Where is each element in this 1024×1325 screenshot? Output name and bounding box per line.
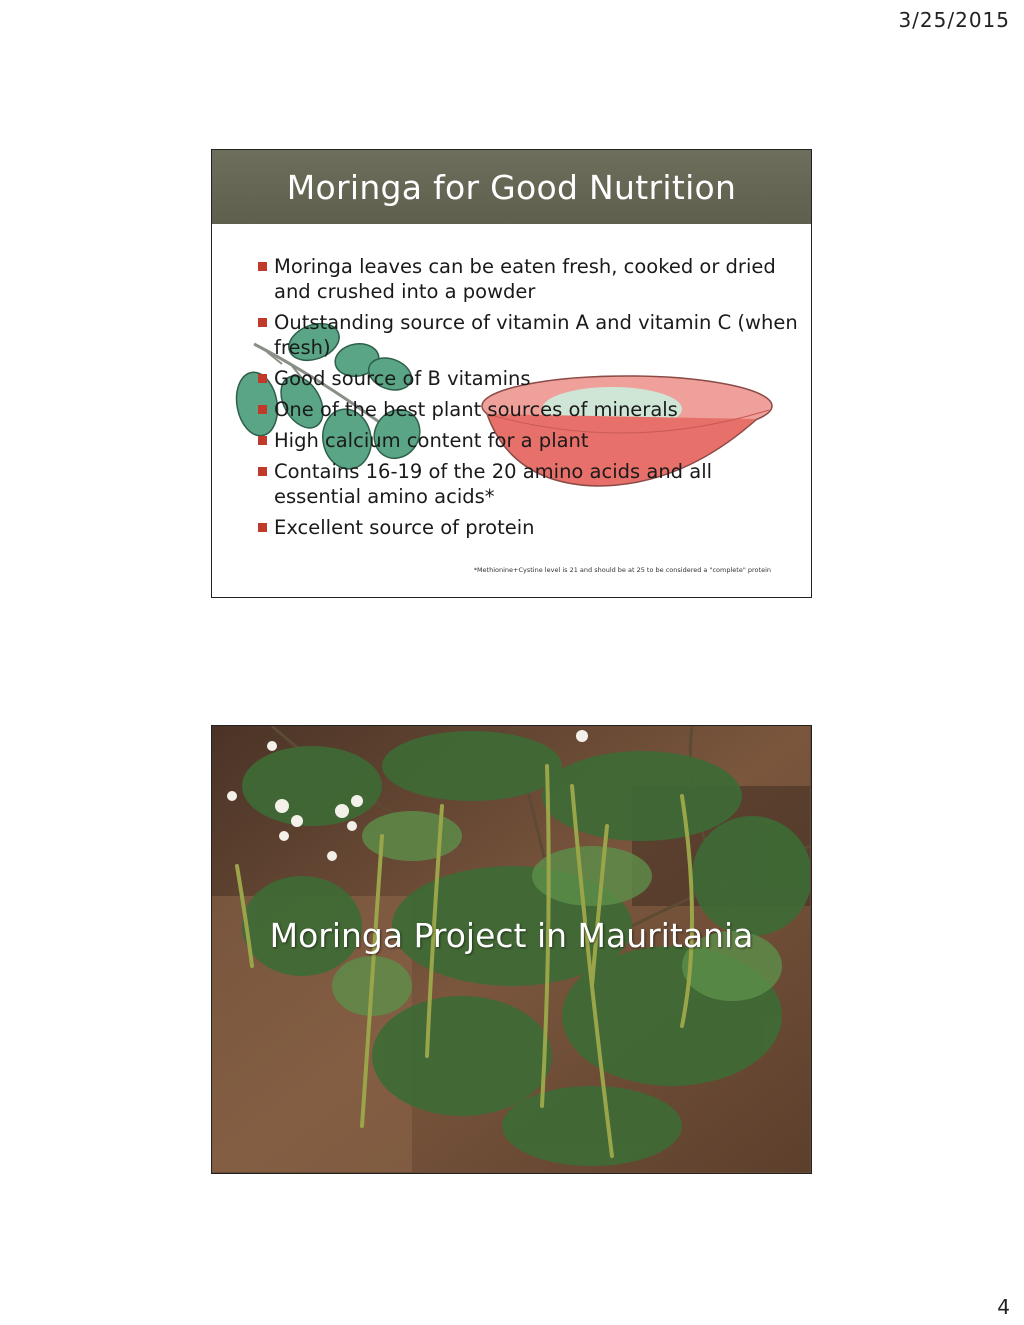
bullet-item: One of the best plant sources of minerals — [258, 397, 798, 422]
square-bullet-icon — [258, 374, 267, 383]
slide-title-bar — [212, 150, 811, 224]
bullet-item: Good source of B vitamins — [258, 366, 798, 391]
square-bullet-icon — [258, 318, 267, 327]
bullet-item: Outstanding source of vitamin A and vitamin C (when fresh) — [258, 310, 798, 360]
slide-mauritania — [211, 725, 812, 1174]
slide-footnote: *Methionine+Cystine level is 21 and should be at 25 to be considered a "complete" protein — [473, 566, 771, 574]
slide-title: Moringa for Good Nutrition — [286, 167, 737, 207]
nutrition-bullet-list — [258, 254, 798, 546]
slide-title: Moringa Project in Mauritania — [269, 916, 754, 955]
page-number: 4 — [997, 1295, 1010, 1319]
bullet-item: High calcium content for a plant — [258, 428, 798, 453]
bullet-item: Contains 16-19 of the 20 amino acids and all essential amino acids* — [258, 459, 798, 509]
page-date: 3/25/2015 — [898, 8, 1010, 32]
square-bullet-icon — [258, 436, 267, 445]
square-bullet-icon — [258, 467, 267, 476]
square-bullet-icon — [258, 405, 267, 414]
slide-nutrition — [211, 149, 812, 598]
bullet-item: Excellent source of protein — [258, 515, 798, 540]
square-bullet-icon — [258, 262, 267, 271]
square-bullet-icon — [258, 523, 267, 532]
bullet-item: Moringa leaves can be eaten fresh, cooked or dried and crushed into a powder — [258, 254, 798, 304]
